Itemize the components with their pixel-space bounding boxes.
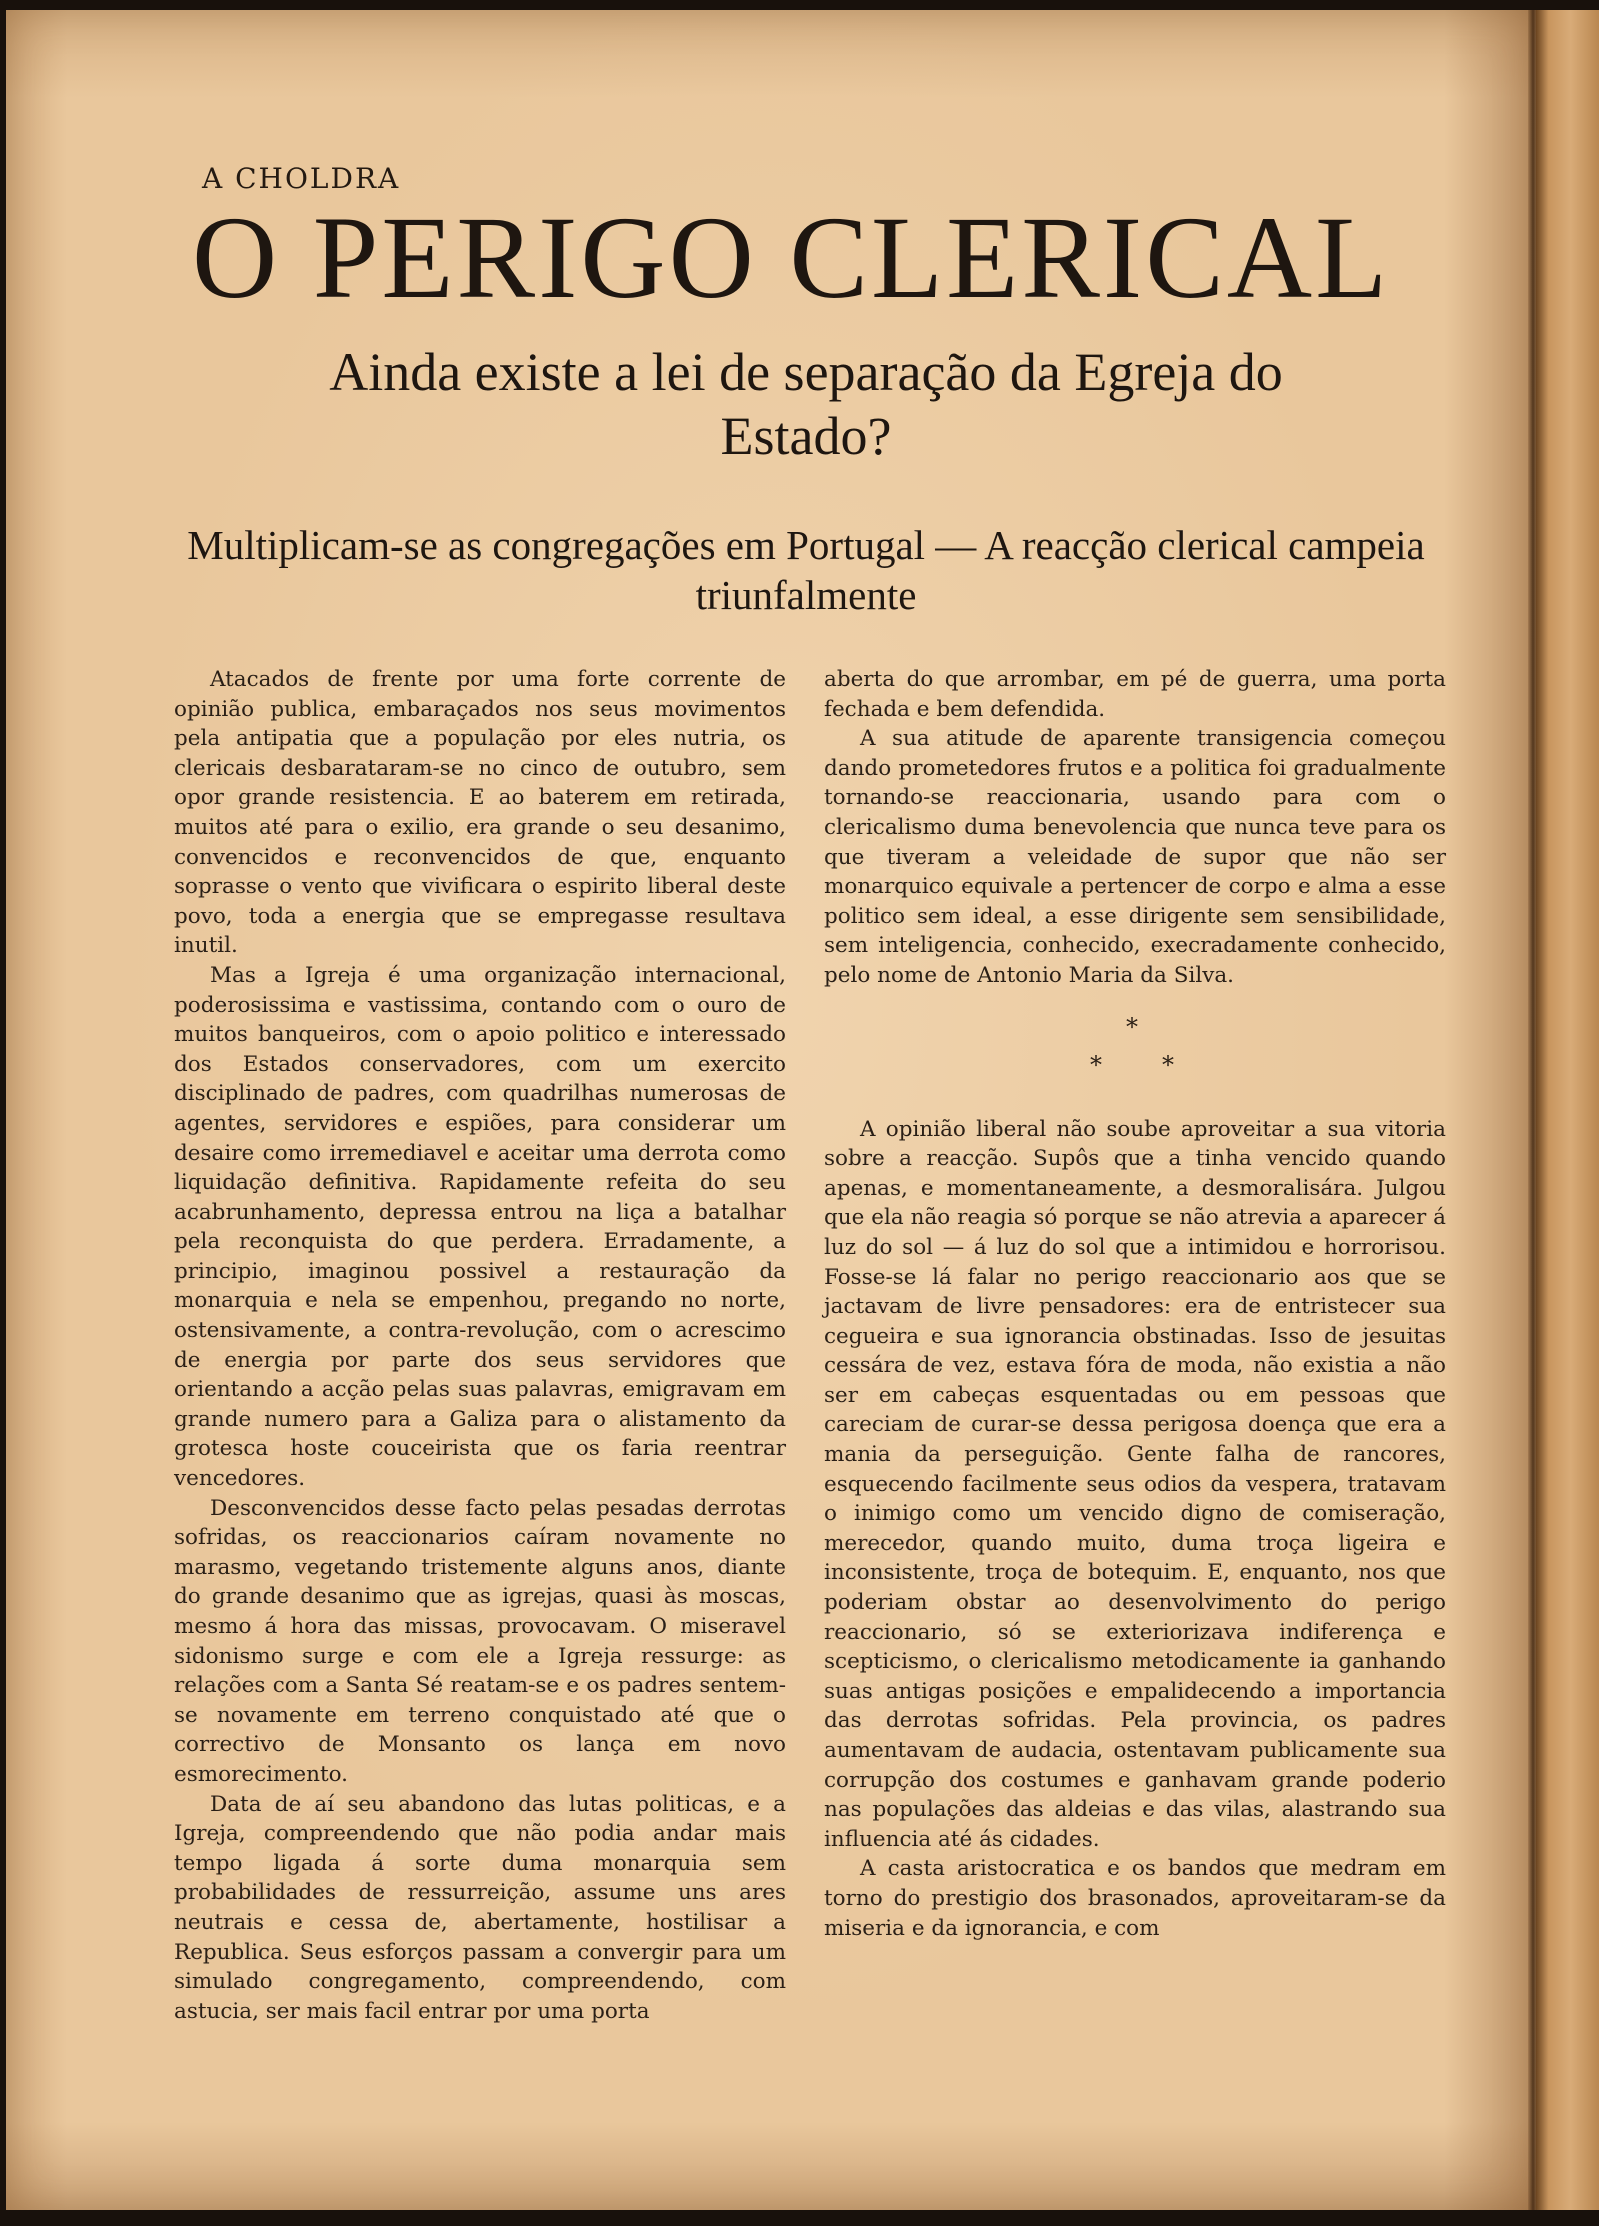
asterisk: *	[1126, 1012, 1138, 1041]
paragraph: Data de aí seu abandono das lutas politicas, e a Igreja, compreendendo que não podia andar mais tempo ligada á sorte duma monarquia sem probabilidades de ressurreição, assume uns ares neutrais e cessa de, abertamente, hostilisar a Republica. Seus esforços passam a convergir para um simulado congregamento, compreendendo, com astucia, ser mais facil entrar por uma porta	[174, 1791, 786, 2024]
asterisk: *	[1162, 1050, 1174, 1079]
paragraph: aberta do que arrombar, em pé de guerra, uma porta fechada e bem defendida.	[824, 667, 1446, 722]
page-title: O PERIGO CLERICAL	[192, 192, 1391, 323]
paragraph: A opinião liberal não soube aproveitar a sua vitoria sobre a reacção. Supôs que a tinha vencido quando apenas, e momentaneamente, a desmoralisára. Julgou que ela não reagia só porque se não atrevia a aparecer á luz do sol — á luz do sol que a intimidou e horrorisou. Fosse-se lá falar no perigo reaccionario aos que se jactavam de livre pensadores: era de entristecer sua cegueira e sua ignorancia obstinadas. Isso de jesuitas cessára de vez, estava fóra de moda, não existia a não ser em cabeças esquentadas ou em pessoas que careciam de curar-se dessa perigosa doença que era a mania da perseguição. Gente falha de rancores, esquecendo facilmente seus odios da vespera, tratavam o inimigo como um vencido digno de comiseração, merecedor, quando muito, duma troça ligeira e inconsistente, troça de botequim. E, enquanto, nos que poderiam obstar ao desenvolvimento do perigo reaccionario, só se exteriorizava indiferença e scepticismo, o clericalismo metodicamente ia ganhando suas antigas posições e empalidecendo a importancia das derrotas sofridas. Pela provincia, os padres aumentavam de audacia, ostentavam publicamente sua corrupção dos costumes e ganhavam grande poderio nas populações das aldeias e das vilas, alastrando sua influencia até ás cidades.	[824, 1116, 1446, 1852]
paragraph: A sua atitude de aparente transigencia começou dando prometedores frutos e a politica foi gradualmente tornando-se reaccionaria, usando para com o clericalismo duma benevolencia que nunca teve para os que tiveram a veleidade de supor que não ser monarquico equivale a pertencer de corpo e alma a esse politico sem ideal, a esse dirigente sem sensibilidade, sem inteligencia, conhecido, execradamente conhecido, pelo nome de Antonio Maria da Silva.	[824, 726, 1446, 988]
paragraph: Atacados de frente por uma forte corrente de opinião publica, embaraçados nos seus movimentos pela antipatia que a população por eles nutria, os clericais desbarataram-se no cinco de outubro, sem opor grande resistencia. E ao baterem em retirada, muitos até para o exilio, era grande o seu desanimo, convencidos e reconvencidos de que, enquanto soprasse o vento que vivificara o espirito liberal deste povo, toda a energia que se empregasse resultava inutil.	[174, 667, 786, 959]
next-page-edge	[1536, 10, 1599, 2210]
deck: Multiplicam-se as congregações em Portugal — A reacção clerical campeia triunfalmente	[187, 522, 1425, 618]
paragraph: Mas a Igreja é uma organização internacional, poderosissima e vastissima, contando com o ouro de muitos banqueiros, com o apoio politico e interessado dos Estados conservadores, com um exercito disciplinado de padres, com quadrilhas numerosas de agentes, servidores e espiões, para considerar um desaire como irremediavel e aceitar uma derrota como liquidação definitiva. Rapidamente refeita do seu acabrunhamento, depressa entrou na liça a batalhar pela reconquista do que perdera. Erradamente, a principio, imaginou possivel a restauração da monarquia e nela se empenhou, pregando no norte, ostensivamente, a contra-revolução, com o acrescimo de energia por parte dos seus servidores que orientando a acção pelas suas palavras, emigravam em grande numero para a Galiza para o alistamento da grotesca hoste couceirista que os faria reentrar vencedores.	[174, 962, 786, 1492]
subheading: Ainda existe a lei de separação da Egreja do Estado?	[329, 342, 1283, 466]
section-kicker: A CHOLDRA	[202, 162, 401, 195]
right-column	[824, 665, 1446, 1943]
asterisk: *	[1090, 1050, 1102, 1079]
left-column	[174, 665, 786, 2026]
newspaper-page	[6, 10, 1536, 2210]
paragraph: Desconvencidos desse facto pelas pesadas derrotas sofridas, os reaccionarios caíram novamente no marasmo, vegetando tristemente alguns anos, diante do grande desanimo que as igrejas, quasi às moscas, mesmo á hora das missas, provocavam. O miseravel sidonismo surge e com ele a Igreja ressurge: as relações com a Santa Sé reatam-se e os padres sentem-se novamente em terreno conquistado até que o correctivo de Monsanto os lança em novo esmorecimento.	[174, 1495, 786, 1787]
asterism-divider	[824, 995, 1446, 1115]
paragraph: A casta aristocratica e os bandos que medram em torno do prestigio dos brasonados, aproveitaram-se da miseria e da ignorancia, e com	[824, 1856, 1446, 1941]
